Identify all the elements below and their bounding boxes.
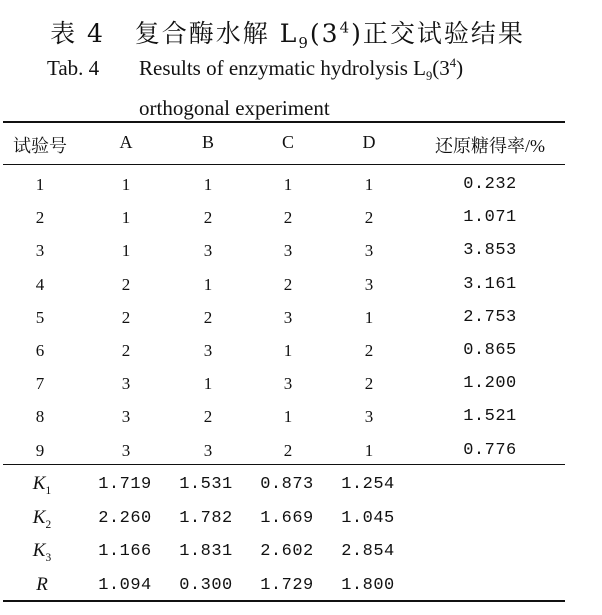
row-number: 8 bbox=[35, 407, 45, 427]
summary-cell: 1.729 bbox=[260, 575, 314, 595]
table-title-chinese bbox=[0, 14, 575, 52]
summary-label: $K_3$ bbox=[32, 540, 52, 564]
table-cell: 3 bbox=[283, 374, 293, 394]
row-number: 7 bbox=[35, 374, 45, 394]
summary-cell: 2.260 bbox=[98, 508, 152, 528]
summary-cell: 1.045 bbox=[341, 508, 395, 528]
header-rule bbox=[3, 164, 565, 165]
table-cell: 2 bbox=[121, 307, 131, 327]
table-cell: 1 bbox=[121, 175, 131, 194]
column-header: A bbox=[119, 132, 133, 152]
row-number: 6 bbox=[35, 341, 45, 360]
table-label-cn: 表 4 bbox=[50, 19, 105, 48]
column-header: D bbox=[362, 132, 376, 152]
title-en-superscript: 4 bbox=[449, 56, 457, 70]
summary-cell: 1.831 bbox=[179, 542, 233, 561]
title-cn-subscript: 9 bbox=[298, 34, 310, 52]
table-cell: 1 bbox=[283, 341, 293, 360]
title-cn-rest: )正交试验结果 bbox=[351, 19, 525, 48]
table-cell: 2 bbox=[121, 341, 131, 360]
table-title-english-line2: orthogonal experiment bbox=[139, 96, 330, 120]
summary-cell: 1.531 bbox=[179, 475, 233, 494]
table-cell: 2 bbox=[364, 341, 374, 360]
title-en-text: Results of enzymatic hydrolysis L bbox=[139, 56, 426, 80]
table-cell: 3 bbox=[364, 241, 374, 261]
summary-label: R bbox=[36, 573, 48, 595]
table-cell: 3 bbox=[121, 407, 131, 427]
table-cell: 1 bbox=[364, 175, 374, 194]
table-cell: 1 bbox=[203, 374, 213, 394]
summary-cell: 1.719 bbox=[98, 475, 152, 494]
table-cell: 3.853 bbox=[463, 241, 517, 261]
summary-label: $K_2$ bbox=[32, 506, 52, 531]
title-en-paren-close: ) bbox=[456, 56, 464, 80]
title-en-subscript: 9 bbox=[425, 69, 433, 84]
table-cell: 3 bbox=[203, 341, 213, 360]
table-label-en: Tab. 4 bbox=[47, 56, 100, 80]
row-number: 1 bbox=[35, 175, 45, 194]
table-cell: 2 bbox=[283, 274, 293, 294]
row-number: 4 bbox=[35, 274, 45, 294]
table-cell: 3 bbox=[203, 241, 213, 261]
table-cell: 1 bbox=[203, 175, 213, 194]
column-header: 试验号 bbox=[13, 136, 67, 156]
title-cn-text: 复合酶水解 L bbox=[134, 19, 299, 48]
summary-cell: 1.094 bbox=[98, 575, 152, 595]
summary-cell: 1.800 bbox=[341, 575, 395, 595]
summary-cell: 0.300 bbox=[179, 575, 233, 595]
table-cell: 3 bbox=[203, 440, 213, 460]
row-number: 3 bbox=[35, 241, 45, 261]
title-cn-superscript: 4 bbox=[339, 18, 352, 37]
table-cell: 2 bbox=[203, 208, 213, 228]
bottom-rule bbox=[3, 600, 565, 602]
table-cell: 0.232 bbox=[463, 175, 517, 194]
row-number: 5 bbox=[35, 307, 45, 327]
table-cell: 3 bbox=[121, 374, 131, 394]
table-cell: 1 bbox=[283, 407, 293, 427]
table-cell: 2 bbox=[121, 274, 131, 294]
table-cell: 1 bbox=[364, 440, 374, 460]
summary-cell: 1.254 bbox=[341, 475, 395, 494]
table-cell: 0.865 bbox=[463, 341, 517, 360]
table-cell: 3 bbox=[364, 274, 374, 294]
row-number: 9 bbox=[35, 440, 45, 460]
title-en-paren: (3 bbox=[432, 56, 450, 80]
table-cell: 3 bbox=[283, 307, 293, 327]
table-cell: 1.521 bbox=[463, 407, 517, 427]
table-cell: 1 bbox=[283, 175, 293, 194]
table-cell: 2 bbox=[203, 307, 213, 327]
table-cell: 1 bbox=[121, 208, 131, 228]
summary-cell: 0.873 bbox=[260, 475, 314, 494]
summary-label: $K_1$ bbox=[32, 473, 52, 497]
table-cell: 2 bbox=[203, 407, 213, 427]
column-header: 还原糖得率/% bbox=[435, 136, 545, 156]
summary-cell: 1.782 bbox=[179, 508, 233, 528]
table-cell: 2 bbox=[283, 208, 293, 228]
table-title-english bbox=[47, 56, 463, 84]
title-cn-paren: (3 bbox=[309, 19, 340, 48]
table-cell: 2 bbox=[283, 440, 293, 460]
column-header: B bbox=[201, 132, 214, 152]
table-cell: 1 bbox=[203, 274, 213, 294]
table-cell: 1 bbox=[364, 307, 374, 327]
table-cell: 3 bbox=[364, 407, 374, 427]
summary-rule bbox=[3, 464, 565, 465]
summary-cell: 2.854 bbox=[341, 542, 395, 561]
table-cell: 0.776 bbox=[463, 440, 517, 460]
table-cell: 3.161 bbox=[463, 274, 517, 294]
summary-cell: 1.669 bbox=[260, 508, 314, 528]
summary-cell: 2.602 bbox=[260, 542, 314, 561]
table-cell: 2 bbox=[364, 208, 374, 228]
table-cell: 1 bbox=[121, 241, 131, 261]
table-cell: 1.071 bbox=[463, 208, 517, 228]
table-cell: 2.753 bbox=[463, 307, 517, 327]
row-number: 2 bbox=[35, 208, 45, 228]
table-cell: 3 bbox=[283, 241, 293, 261]
column-header: C bbox=[281, 132, 294, 152]
table-cell: 1.200 bbox=[463, 374, 517, 394]
table-cell: 3 bbox=[121, 440, 131, 460]
summary-cell: 1.166 bbox=[98, 542, 152, 561]
top-rule bbox=[3, 121, 565, 123]
table-cell: 2 bbox=[364, 374, 374, 394]
